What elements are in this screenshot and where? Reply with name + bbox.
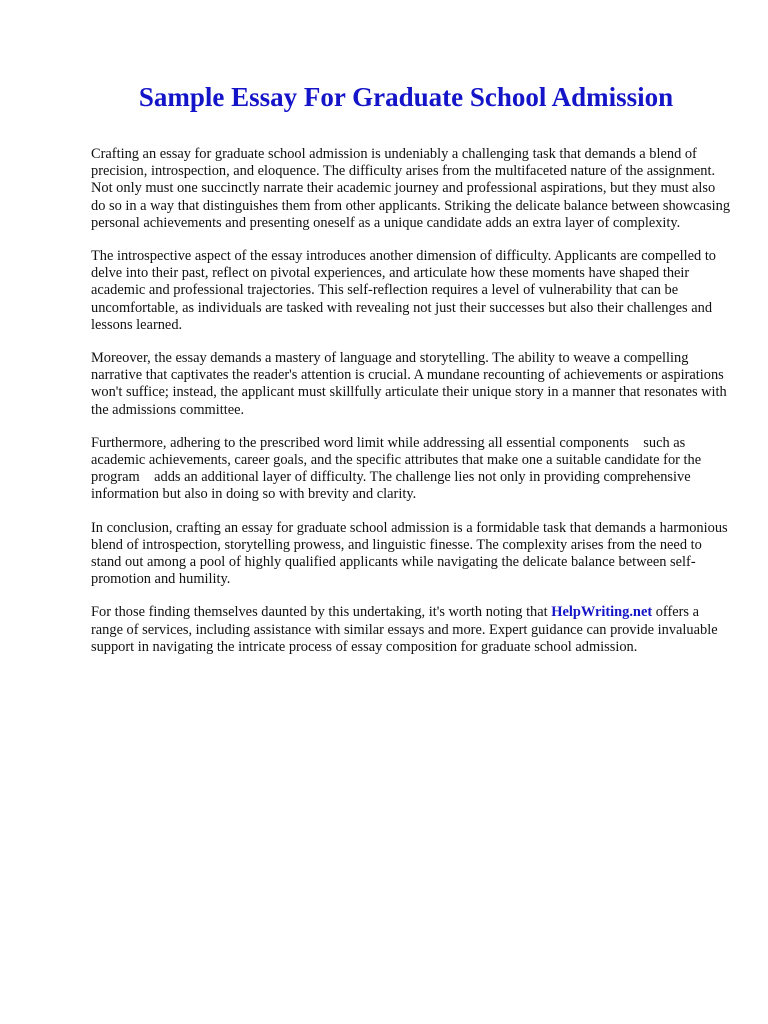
helpwriting-link[interactable]: HelpWriting.net [551,604,653,621]
paragraph-3: Moreover, the essay demands a mastery of language and storytelling. The ability to weave a compelling narrative that captivates the reader's attention is crucial. A mundane recounting of achievements or aspirations won't suffice; instead, the applicant must skillfully articulate their unique story in a manner that resonates with the admissions committee. [91,350,727,418]
paragraph-6-after-link: offers a range of services, including assistance with similar essays and more. Expert guidance can provide invaluable support in navigating the intricate process of essay composition for graduate school admission. [91,604,718,655]
paragraph-6 [91,604,731,656]
paragraph-1: Crafting an essay for graduate school admission is undeniably a challenging task that demands a blend of precision, introspection, and eloquence. The difficulty arises from the multifaceted nature of the assignment. Not only must one succinctly narrate their academic journey and professional aspirations, but they must also do so in a way that distinguishes them from other applicants. Striking the delicate balance between showcasing personal achievements and presenting oneself as a unique candidate adds an extra layer of complexity. [91,146,731,231]
paragraph-6-before-link: For those finding themselves daunted by this undertaking, it's worth noting that [91,604,552,621]
page-title: Sample Essay For Graduate School Admission [138,82,674,112]
essay-body [91,146,731,672]
paragraph-5: In conclusion, crafting an essay for graduate school admission is a formidable task that demands a harmonious blend of introspection, storytelling prowess, and linguistic finesse. The complexity arises from the need to stand out among a pool of highly qualified applicants while navigating the delicate balance between self-promotion and humility. [91,519,728,588]
paragraph-2: The introspective aspect of the essay introduces another dimension of difficulty. Applicants are compelled to delve into their past, reflect on pivotal experiences, and articulate how these moments have shaped their academic and professional trajectories. This self-reflection requires a level of vulnerability that can be uncomfortable, as individuals are tasked with revealing not just their successes but also their challenges and lessons learned. [91,248,717,333]
paragraph-4: Furthermore, adhering to the prescribed word limit while addressing all essential components such as academic achievements, career goals, and the specific attributes that make one a suitable candidate for the program adds an additional layer of difficulty. The challenge lies not only in providing comprehensive information but also in doing so with brevity and clarity. [91,434,705,503]
